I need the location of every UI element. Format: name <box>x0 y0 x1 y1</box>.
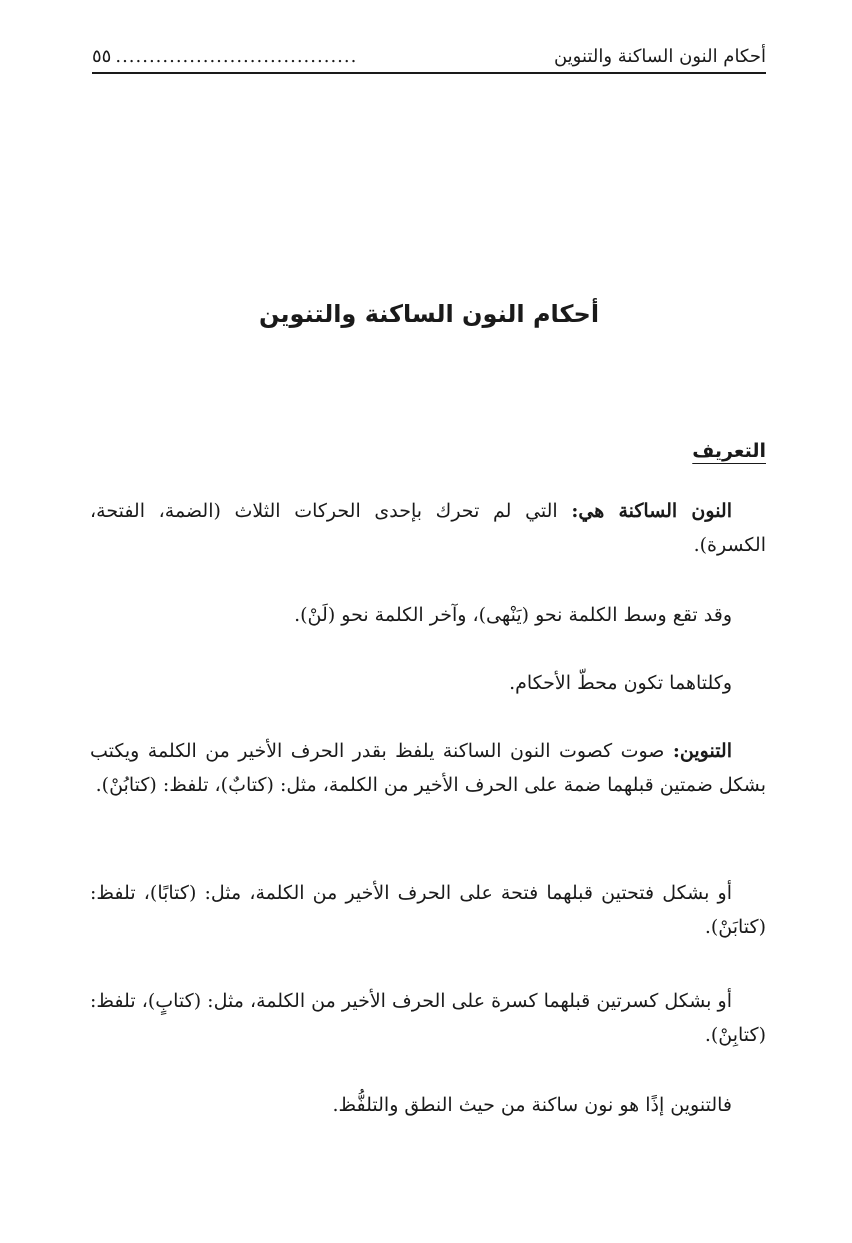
paragraph-fathatayn: أو بشكل فتحتين قبلهما فتحة على الحرف الأخير من الكلمة، مثل: (كتابًا)، تلفظ: (كتابَنْ). <box>90 882 766 938</box>
page-number: ٥٥ <box>92 46 112 67</box>
running-header-title: أحكام النون الساكنة والتنوين <box>553 46 766 67</box>
term-nun-sakinah: النون الساكنة هي: <box>571 500 732 522</box>
paragraph-position: وقد تقع وسط الكلمة نحو (يَنْهى)، وآخر الكلمة نحو (لَنْ). <box>294 604 732 626</box>
section-heading: التعريف <box>692 440 766 462</box>
paragraph-definition-tanween <box>90 734 766 802</box>
definition-text: صوت كصوت النون الساكنة يلفظ بقدر الحرف الأخير من الكلمة ويكتب بشكل ضمتين قبلهما ضمة على الحرف الأخير من الكلمة، مثل: (كتابٌ)، تلفظ: (كتابُنْ). <box>90 740 766 796</box>
running-header <box>92 44 766 74</box>
paragraph-definition-nun-sakinah <box>90 494 766 562</box>
paragraph-rules-note: وكلتاهما تكون محطّ الأحكام. <box>509 672 732 694</box>
definition-text: التي لم تحرك بإحدى الحركات الثلاث (الضمة، الفتحة، الكسرة). <box>90 500 766 556</box>
running-header-leader-dots: .................................... <box>115 46 358 67</box>
paragraph-conclusion: فالتنوين إذًا هو نون ساكنة من حيث النطق والتلفُّظ. <box>332 1094 732 1116</box>
term-tanween: التنوين: <box>672 740 732 762</box>
chapter-title: أحكام النون الساكنة والتنوين <box>258 300 600 328</box>
paragraph-kasratayn: أو بشكل كسرتين قبلهما كسرة على الحرف الأخير من الكلمة، مثل: (كتابٍ)، تلفظ: (كتابِنْ). <box>90 990 766 1046</box>
